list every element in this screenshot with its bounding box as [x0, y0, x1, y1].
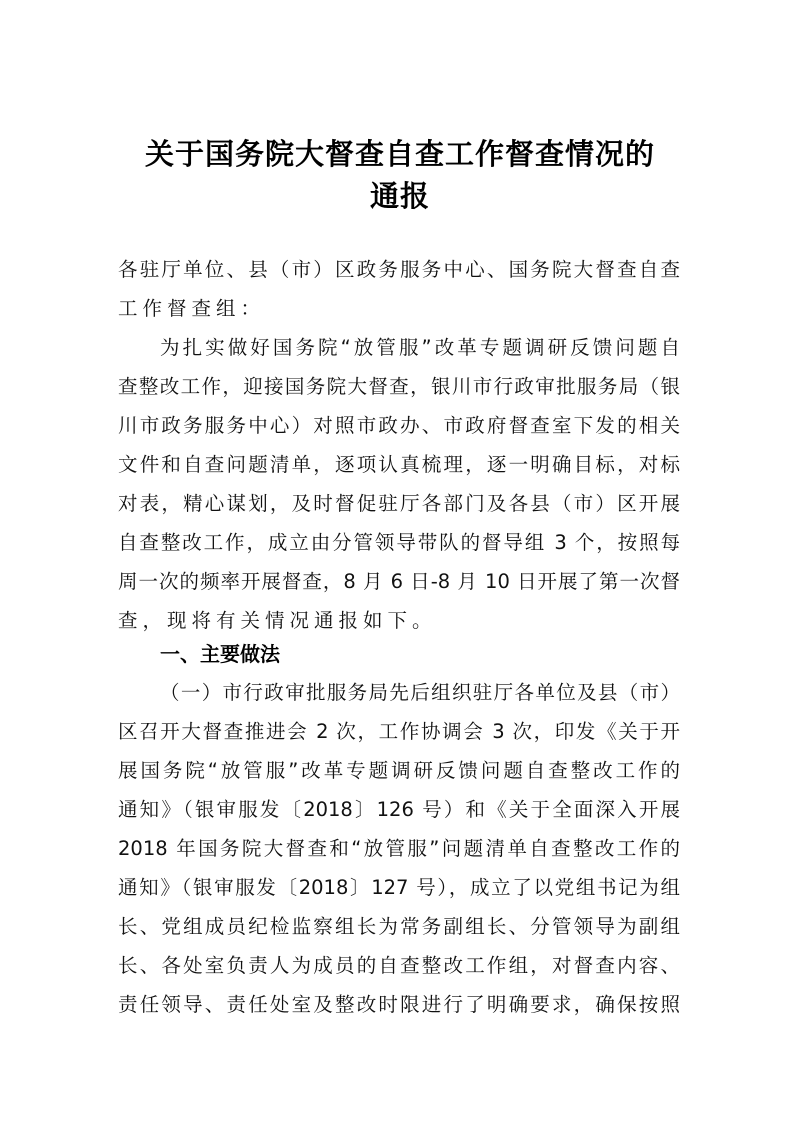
salutation-line-2: 工作督查组： [118, 297, 266, 320]
paragraph1-line-5: 对表，精心谋划，及时督促驻厅各部门及各县（市）区开展 [118, 492, 680, 515]
paragraph1-line-2: 查整改工作，迎接国务院大督查，银川市行政审批服务局（银 [118, 375, 680, 398]
document-title-line-2: 通报 [369, 179, 430, 213]
paragraph2-line-2: 区召开大督查推进会 2 次，工作协调会 3 次，印发《关于开 [118, 720, 680, 743]
paragraph2-line-1: （一）市行政审批服务局先后组织驻厅各单位及县（市） [160, 681, 680, 704]
paragraph2-line-9: 责任领导、责任处室及整改时限进行了明确要求，确保按照 [118, 993, 680, 1016]
paragraph2-line-4: 通知》（银审服发〔2018〕126 号）和《关于全面深入开展 [118, 798, 680, 821]
paragraph2-line-7: 长、党组成员纪检监察组长为常务副组长、分管领导为副组 [118, 915, 680, 938]
paragraph2-line-5: 2018 年国务院大督查和“放管服”问题清单自查整改工作的 [118, 837, 680, 860]
paragraph2-line-6: 通知》（银审服发〔2018〕127 号），成立了以党组书记为组 [118, 876, 680, 899]
paragraph1-line-1: 为扎实做好国务院“放管服”改革专题调研反馈问题自 [160, 336, 680, 359]
paragraph1-line-7: 周一次的频率开展督查，8 月 6 日-8 月 10 日开展了第一次督 [118, 570, 680, 593]
paragraph1-line-4: 文件和自查问题清单，逐项认真梳理，逐一明确目标，对标 [118, 453, 680, 476]
paragraph2-line-3: 展国务院“放管服”改革专题调研反馈问题自查整改工作的 [118, 759, 680, 782]
paragraph1-line-3: 川市政务服务中心）对照市政办、市政府督查室下发的相关 [118, 414, 680, 437]
paragraph1-line-6: 自查整改工作，成立由分管领导带队的督导组 3 个，按照每 [118, 531, 680, 554]
salutation-line-1: 各驻厅单位、县（市）区政务服务中心、国务院大督查自查 [118, 258, 680, 281]
paragraph1-line-8: 查，现将有关情况通报如下。 [118, 609, 437, 632]
section-heading-1: 一、主要做法 [160, 642, 280, 666]
document-title-line-1: 关于国务院大督查自查工作督查情况的 [144, 137, 655, 171]
paragraph2-line-8: 长、各处室负责人为成员的自查整改工作组，对督查内容、 [118, 954, 680, 977]
